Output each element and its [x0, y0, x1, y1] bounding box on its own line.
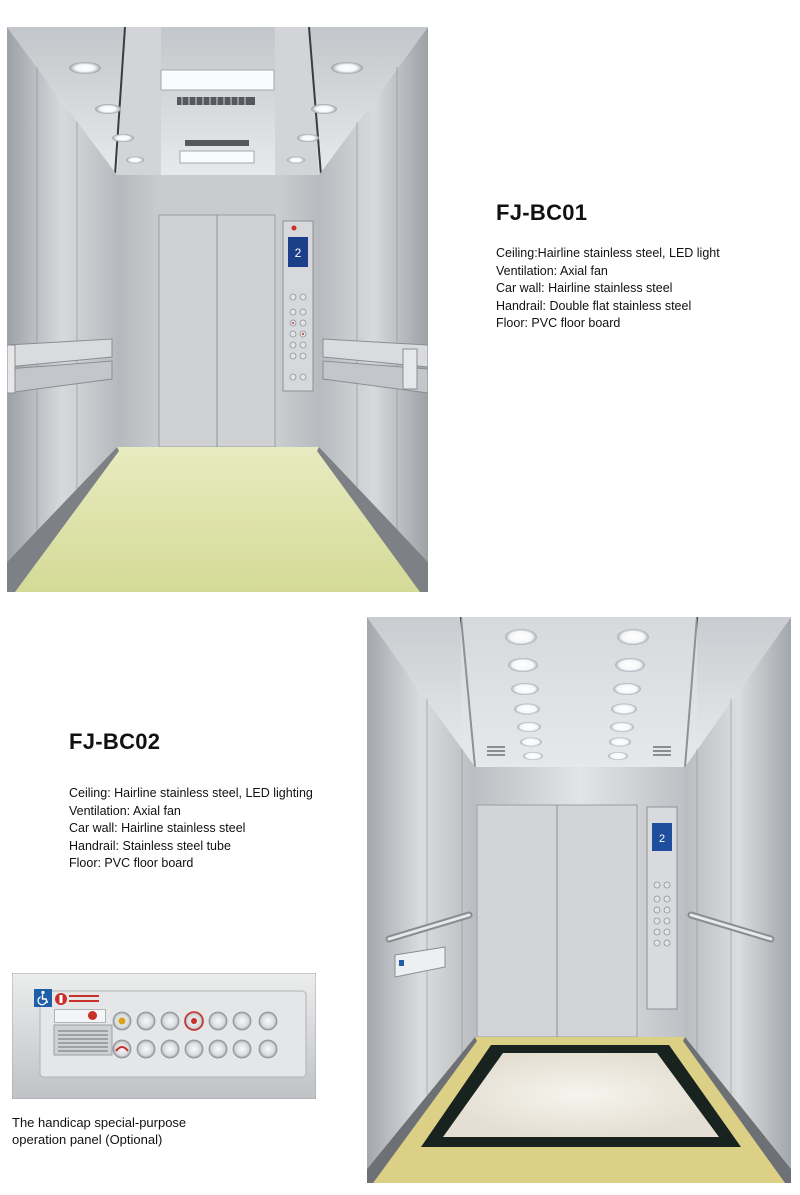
panel-caption-line-1: The handicap special-purpose	[12, 1115, 187, 1130]
fj-bc01-cabin-photo	[7, 27, 428, 592]
fj-bc01-spec-floor: Floor: PVC floor board	[496, 316, 621, 330]
svg-text:2: 2	[294, 246, 302, 260]
svg-text:2: 2	[658, 833, 666, 845]
wheelchair-icon	[34, 989, 52, 1007]
fj-bc01-spec-list	[496, 245, 720, 333]
fj-bc02-spec-handrail: Handrail: Stainless steel tube	[69, 838, 231, 853]
fj-bc02-spec-ventilation: Ventilation: Axial fan	[69, 803, 181, 818]
fj-bc02-spec-floor: Floor: PVC floor board	[69, 856, 194, 870]
fj-bc01-spec-ventilation: Ventilation: Axial fan	[496, 263, 608, 278]
fj-bc02-cabin-photo	[367, 617, 791, 1183]
fj-bc02-spec-car-wall: Car wall: Hairline stainless steel	[69, 821, 246, 835]
capacity-plate	[54, 1009, 106, 1023]
fj-bc02-spec-ceiling: Ceiling: Hairline stainless steel, LED lighting	[69, 786, 313, 800]
fj-bc01-title: FJ-BC01	[496, 200, 588, 225]
panel-caption	[12, 1114, 186, 1148]
fj-bc01-spec-car-wall: Car wall: Hairline stainless steel	[496, 281, 673, 295]
brand-logo	[54, 991, 104, 1007]
fj-bc02-title: FJ-BC02	[69, 729, 161, 754]
fj-bc02-spec-list	[69, 785, 313, 873]
handicap-operation-panel	[12, 973, 316, 1099]
panel-caption-line-2: operation panel (Optional)	[12, 1132, 163, 1147]
alarm-bell-icon	[88, 1011, 97, 1020]
fj-bc01-spec-ceiling: Ceiling:Hairline stainless steel, LED light	[496, 246, 720, 260]
fj-bc01-spec-handrail: Handrail: Double flat stainless steel	[496, 298, 692, 313]
